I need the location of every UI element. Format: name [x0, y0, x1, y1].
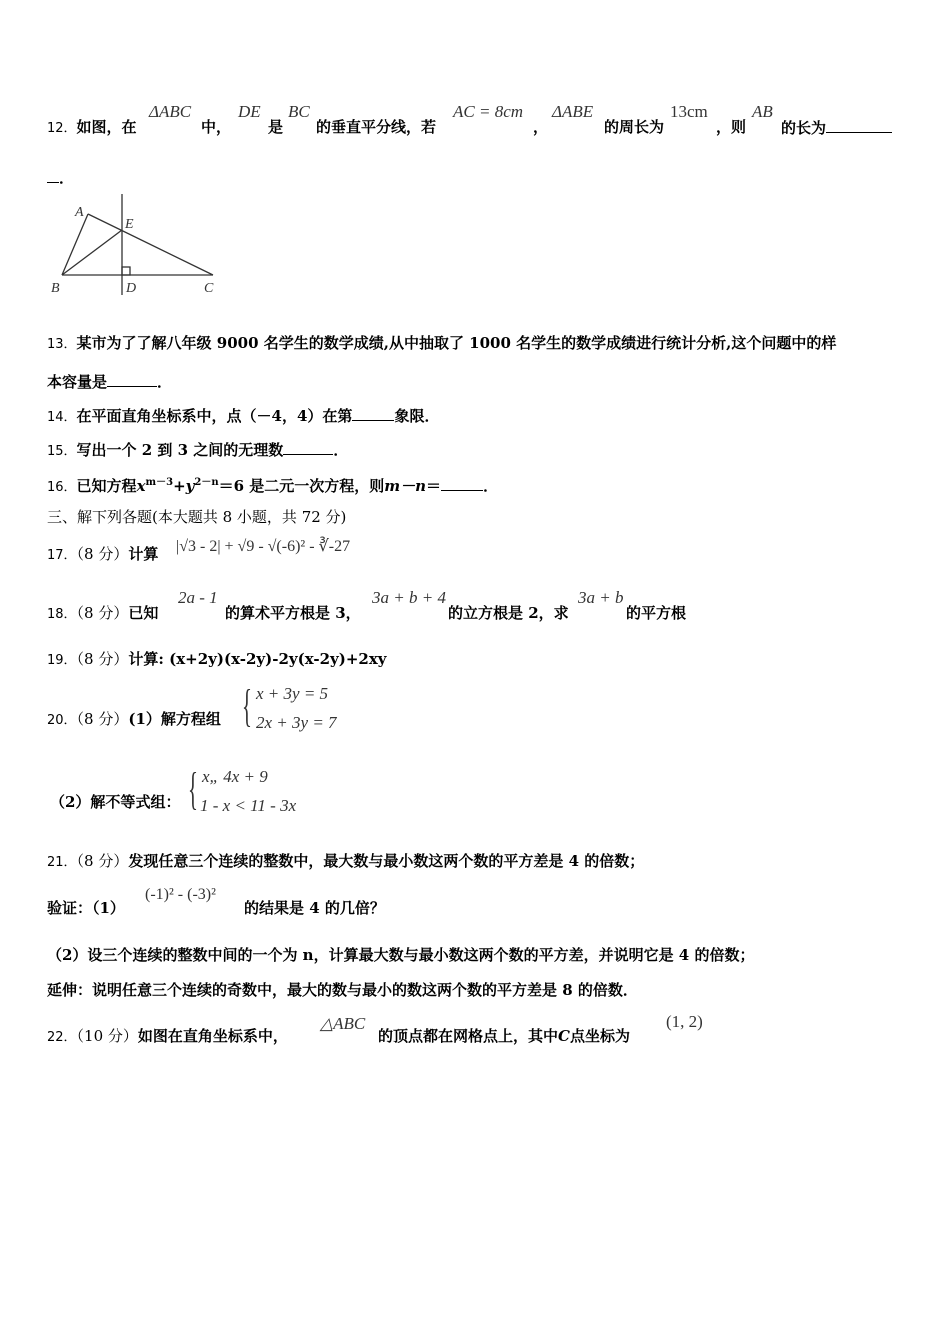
q18-math-3: 3a + b: [578, 588, 624, 607]
label-b: B: [51, 281, 60, 296]
q16-answer-blank: [441, 476, 483, 491]
q13-line-2b: ．: [157, 373, 173, 391]
q12-math-de: DE: [238, 102, 261, 121]
q12-text-6: 的周长为: [604, 118, 665, 136]
q12-math-abc: ΔABC: [149, 102, 192, 121]
q15-answer-blank: [283, 440, 333, 455]
triangle-figure: [45, 192, 225, 298]
q18-text-c: 的立方根是 2，求: [448, 604, 569, 622]
q18-text-b: 的算术平方根是 3，: [225, 604, 361, 622]
q22-coordinate: (1, 2): [666, 1012, 703, 1031]
q15-number: 15．: [47, 444, 77, 459]
q13-line-2a: 本容量是: [47, 373, 108, 391]
q13-number: 13．: [47, 337, 77, 352]
q12-math-ab: AB: [752, 102, 773, 121]
q22-triangle: △ABC: [320, 1014, 366, 1033]
label-e: E: [125, 217, 134, 232]
q22-text-b: 的顶点都在网格点上，其中: [378, 1027, 559, 1045]
q16-var-x: x: [136, 477, 146, 495]
label-a: A: [75, 205, 84, 220]
q16-text-d: ．: [483, 477, 499, 495]
right-angle-mark: [122, 267, 130, 275]
label-c: C: [204, 281, 214, 296]
segment-ac: [88, 214, 213, 275]
q12-text-2: 中，: [201, 118, 232, 136]
q12-end: ．: [59, 169, 75, 187]
q13-answer-blank: [107, 372, 157, 387]
q14-answer-blank: [352, 406, 394, 421]
q14-text-b: 象限．: [394, 407, 440, 425]
q21-number: 21．: [47, 855, 77, 870]
q20-brace-1: {: [242, 680, 252, 731]
q16-text-c: ＝: [426, 477, 442, 495]
q12-math-abe: ΔABE: [552, 102, 594, 121]
q18-math-1: 2a - 1: [178, 588, 218, 607]
q12-text-5: ，: [533, 118, 549, 136]
q21-part-2: （2）设三个连续的整数中间的一个为 n，计算最大数与最小数这两个数的平方差，并说明它是 4 的倍数；: [47, 946, 755, 964]
q19-number: 19．: [47, 653, 77, 668]
q15-text-a: 写出一个 2 到 3 之间的无理数: [76, 441, 284, 459]
q12-math-bc: BC: [288, 102, 310, 121]
q18-score: （8 分）: [76, 604, 129, 622]
q18-text-d: 的平方根: [626, 604, 687, 622]
q17-label: 计算: [128, 545, 159, 563]
q16-text-a: 已知方程: [76, 477, 137, 495]
q15-text-b: ．: [333, 441, 349, 459]
q19-text: 计算: (x+2y)(x-2y)-2y(x-2y)+2xy: [128, 650, 387, 668]
q22-point-c: C: [558, 1027, 570, 1045]
q12-answer-blank-cont: [47, 168, 59, 183]
q20-score: （8 分）: [76, 710, 129, 728]
q21-text: 发现任意三个连续的整数中，最大数与最小数这两个数的平方差是 4 的倍数；: [128, 852, 645, 870]
q16-var-y: y: [185, 477, 195, 495]
q19-score: （8 分）: [76, 650, 129, 668]
q22-text-a: 如图在直角坐标系中，: [137, 1027, 288, 1045]
q17-score: （8 分）: [76, 545, 129, 563]
q21-expression: (-1)² - (-3)²: [145, 886, 216, 903]
q16-text-b: ＝6 是二元一次方程，则: [218, 477, 385, 495]
q16-exp-x: m－3: [145, 477, 174, 488]
q12-math-13cm: 13cm: [670, 102, 708, 121]
q20-brace-2: {: [188, 763, 198, 814]
q12-number: 12．: [47, 121, 77, 136]
q22-score: （10 分）: [76, 1027, 138, 1045]
q14-number: 14．: [47, 410, 77, 425]
q16-plus: +: [173, 477, 186, 495]
q18-math-2: 3a + b + 4: [372, 588, 446, 607]
q12-text-4: 的垂直平分线，若: [316, 118, 437, 136]
q12-answer-blank: [826, 118, 892, 133]
q12-math-ac: AC = 8cm: [453, 102, 524, 121]
q14-text-a: 在平面直角坐标系中，点（－4，4）在第: [76, 407, 353, 425]
q21-extension: 延伸：说明任意三个连续的奇数中，最大的数与最小的数这两个数的平方差是 8 的倍数．: [47, 981, 638, 999]
q21-score: （8 分）: [76, 852, 129, 870]
q12-text-8: 的长为: [781, 119, 827, 137]
q13-line-1: 某市为了了解八年级 9000 名学生的数学成绩,从中抽取了 1000 名学生的数学成绩进行统计分析,这个问题中的样: [76, 334, 837, 352]
q17-number: 17．: [47, 548, 77, 563]
q22-text-c: 点坐标为: [569, 1027, 630, 1045]
q22-number: 22．: [47, 1030, 77, 1045]
q18-number: 18．: [47, 607, 77, 622]
q20-part-1: (1）解方程组: [128, 710, 221, 728]
label-d: D: [126, 281, 137, 296]
q20-inequality-2: 1 - x < 11 - 3x: [200, 796, 297, 815]
q16-number: 16．: [47, 480, 77, 495]
q20-equation-2: 2x + 3y = 7: [256, 713, 337, 732]
q20-inequality-1: x„ 4x + 9: [202, 767, 268, 786]
q21-verify: 验证：（1）: [47, 899, 125, 917]
q12-text-1: 如图，在: [76, 118, 137, 136]
q21-verify-2: 的结果是 4 的几倍？: [244, 899, 385, 917]
q12-text-7: ，则: [716, 118, 747, 136]
q17-expression: |√3 - 2| + √9 - √(-6)² - ∛-27: [176, 538, 351, 555]
q18-text-a: 已知: [128, 604, 159, 622]
q12-text-3: 是: [268, 118, 284, 136]
q16-m-minus-n: m－n: [384, 477, 427, 495]
q20-number: 20．: [47, 713, 77, 728]
section-3-heading: 三、解下列各题(本大题共 8 小题，共 72 分): [47, 508, 347, 526]
q20-equation-1: x + 3y = 5: [256, 684, 329, 703]
q20-part-2: （2）解不等式组：: [50, 793, 181, 811]
q16-exp-y: 2－n: [194, 477, 219, 488]
